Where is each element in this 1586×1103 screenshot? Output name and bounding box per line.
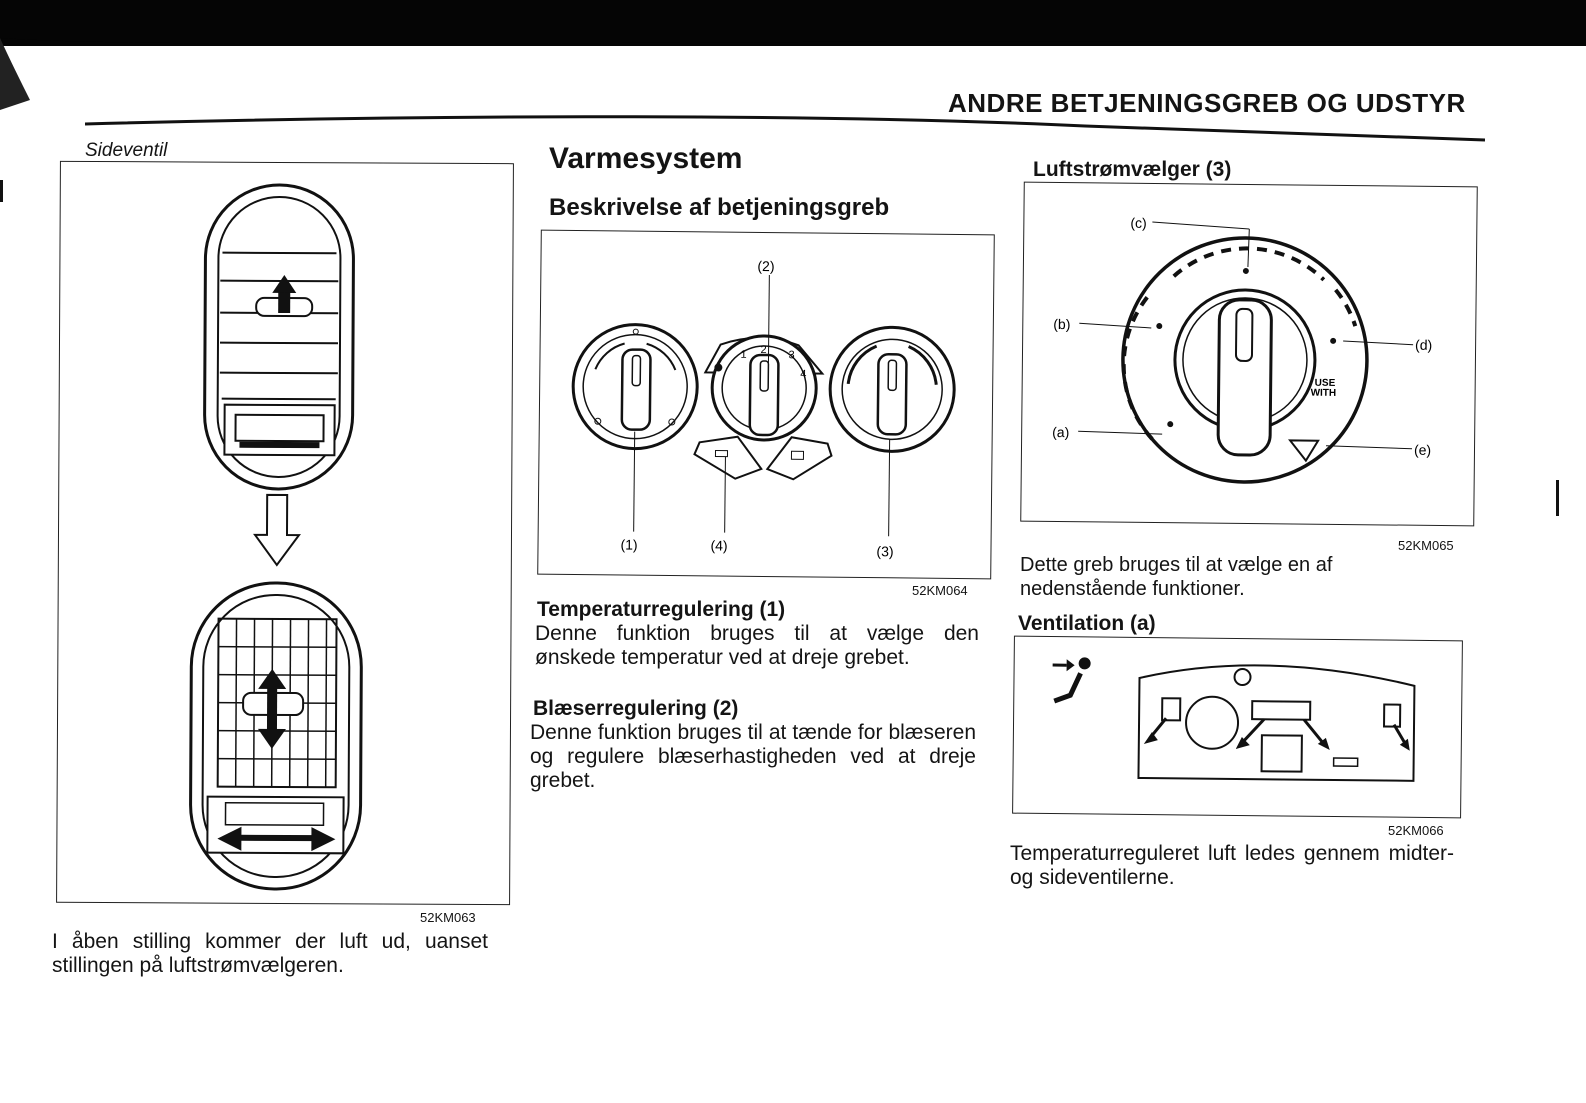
heater-controls-illustration [538,231,992,577]
temperature-heading: Temperaturregulering (1) [537,598,786,621]
callout-1: (1) [620,536,638,553]
airflow-knob-icon [830,327,955,452]
vent-closed-icon [204,185,354,490]
ventilation-mode-icon [1052,657,1090,701]
temperature-text: Denne funktion bruges til at vælge den ønskede temperatur ved at dreje grebet. [535,622,979,669]
vent-open-icon [190,583,362,890]
figure-code-52km065: 52KM065 [1398,538,1454,553]
ventilation-text: Temperaturreguleret luft ledes gennem midter- og sideventilerne. [1010,842,1454,889]
page-edge-mark [1556,480,1559,516]
page-edge-mark-left [0,180,3,202]
airflow-selector-figure [1020,182,1478,527]
sideventil-heading: Sideventil [85,140,168,161]
callout-2: (2) [757,257,775,275]
callout-b: (b) [1053,315,1071,333]
dial-with-label: WITH [1310,387,1337,399]
fan-speed-1: 1 [740,348,747,361]
ventilation-heading: Ventilation (a) [1018,612,1156,635]
airflow-selector-heading: Luftstrømvælger (3) [1033,158,1232,181]
fan-heading: Blæserregulering (2) [533,697,739,720]
header-rule [85,112,1485,148]
fan-speed-2: 2 [760,343,767,357]
airflow-selector-illustration [1021,183,1474,524]
controls-subtitle: Beskrivelse af betjeningsgreb [549,194,890,221]
airflow-description: Dette greb bruges til at vælge en af nedenstående funktioner. [1020,554,1333,600]
callout-e: (e) [1413,441,1432,458]
callout-3: (3) [876,543,894,560]
ventilation-figure [1012,636,1463,819]
ventilation-illustration [1013,637,1460,816]
fan-speed-3: 3 [788,349,795,362]
figure-code-52km066: 52KM066 [1388,823,1444,838]
fan-speed-4: 4 [800,368,807,381]
varmesystem-title: Varmesystem [549,142,743,175]
fan-knob-icon [694,335,832,479]
fan-text: Denne funktion bruges til at tænde for blæseren og regulere blæserhastigheden ved at dreje grebet. [530,721,976,792]
side-vent-illustration [57,162,511,902]
callout-d: (d) [1415,336,1433,353]
transition-arrow-icon [255,495,299,565]
callout-4: (4) [710,537,728,554]
heater-controls-figure [537,230,995,580]
section-title: ANDRE BETJENINGSGREB OG UDSTYR [948,88,1466,118]
sideventil-caption: I åben stilling kommer der luft ud, uanset stillingen på luftstrømvælgeren. [52,930,488,977]
figure-code-52km063: 52KM063 [420,910,476,925]
dashboard-icon [1138,664,1414,781]
side-vent-figure [56,161,514,905]
callout-c: (c) [1130,214,1147,231]
dial-use-label: USE [1314,377,1336,389]
callout-a: (a) [1052,423,1070,441]
temperature-knob-icon [573,324,698,449]
figure-code-52km064: 52KM064 [912,583,968,598]
